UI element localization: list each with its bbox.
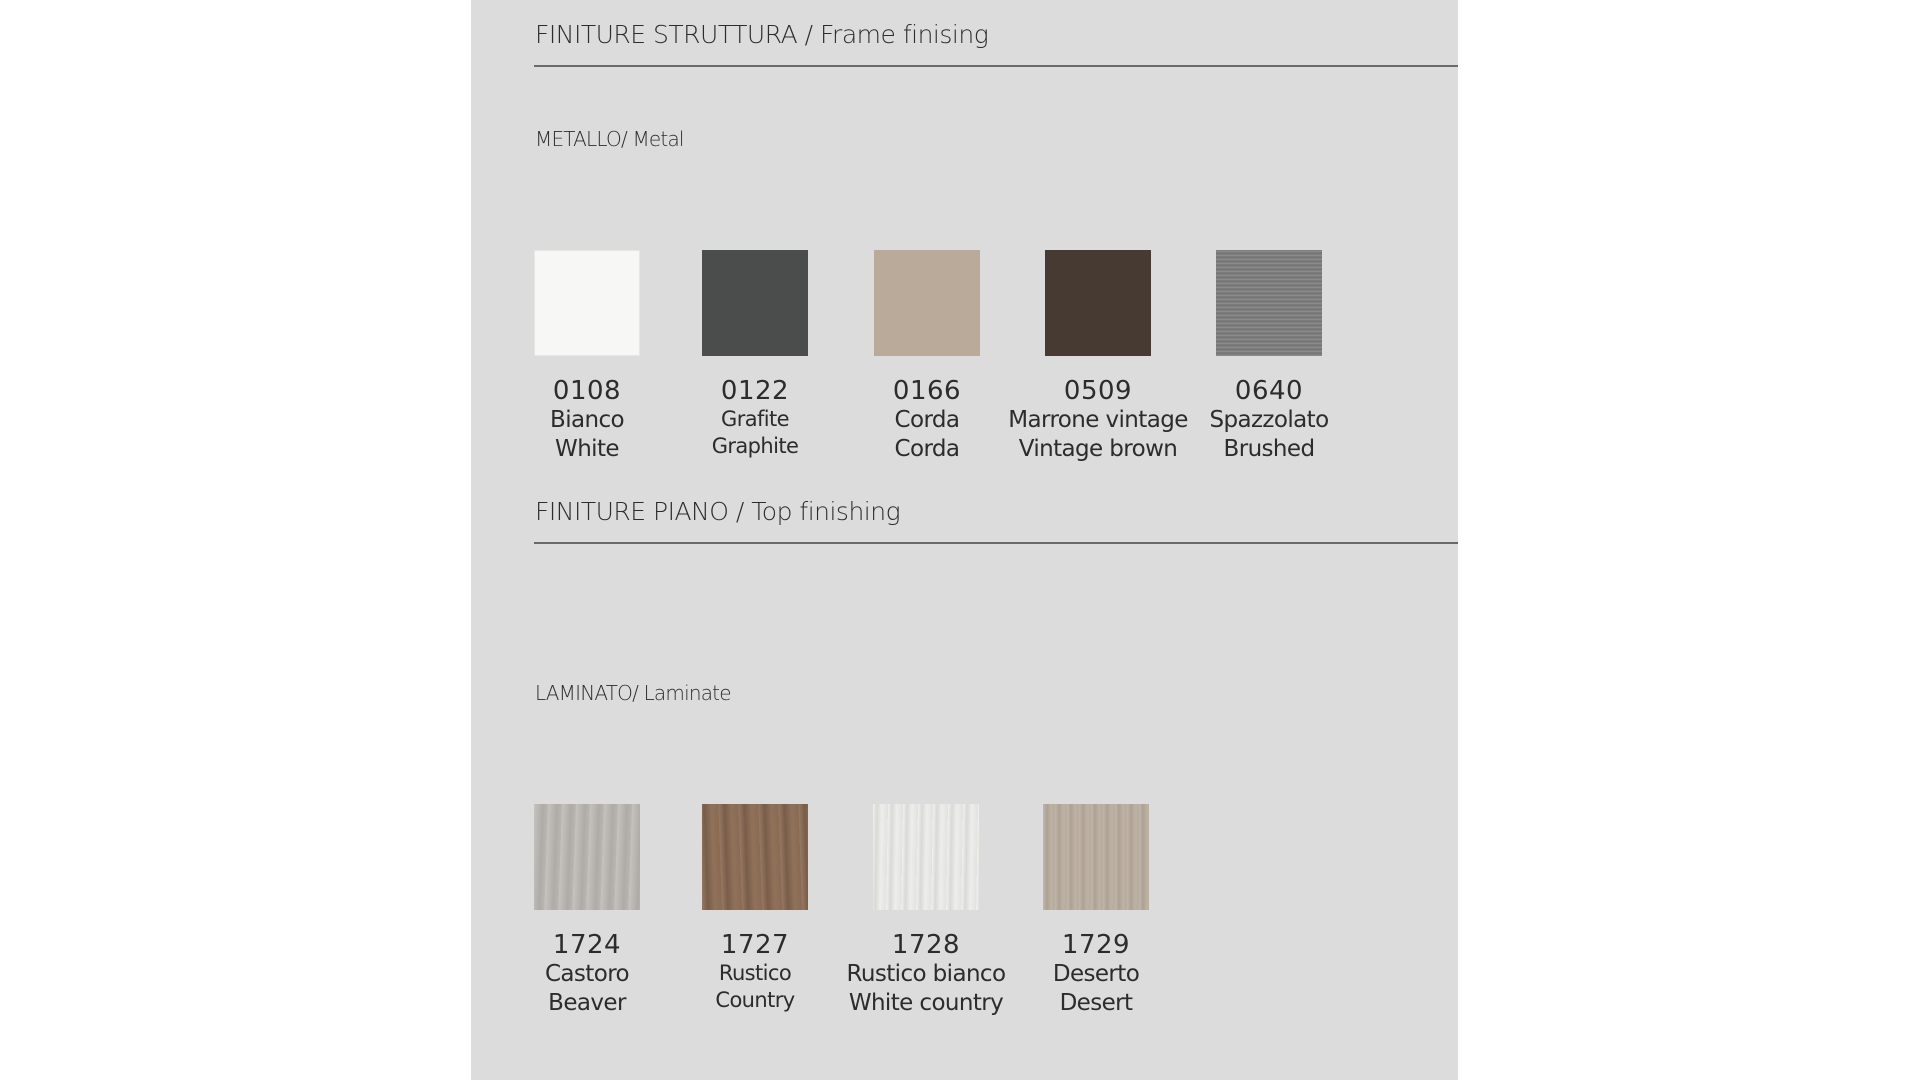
color-chip [534, 250, 640, 356]
swatch-name-it: Marrone vintage [1008, 407, 1188, 433]
swatch-code: 0122 [720, 376, 790, 406]
swatch-name-en: White country [848, 990, 1004, 1016]
swatch-name-en: Brushed [1223, 436, 1315, 462]
swatch-name-it: Rustico bianco [846, 961, 1006, 987]
swatch-name-it: Grafite [721, 407, 789, 431]
swatch-code: 1727 [720, 930, 790, 960]
swatch-1728[interactable] [836, 804, 1016, 1018]
color-chip [1045, 250, 1151, 356]
metal-swatch-row [471, 250, 1458, 490]
color-chip [702, 804, 808, 910]
swatch-name-en: Beaver [548, 990, 626, 1016]
swatch-1724[interactable] [497, 804, 677, 1018]
color-chip [534, 804, 640, 910]
color-chip [702, 250, 808, 356]
swatch-name-en: Desert [1059, 990, 1133, 1016]
swatch-0122[interactable] [665, 250, 845, 460]
swatch-name-it: Castoro [544, 961, 630, 987]
frame-section-divider [534, 65, 1458, 67]
swatch-0108[interactable] [497, 250, 677, 464]
swatch-name-en: Graphite [711, 434, 799, 458]
laminate-subtitle: LAMINATO/ Laminate [535, 681, 731, 705]
color-chip [1216, 250, 1322, 356]
swatch-code: 0640 [1234, 376, 1304, 406]
color-chip [874, 250, 980, 356]
top-section-divider [534, 542, 1458, 544]
swatch-name-it: Bianco [550, 407, 624, 433]
swatch-0640[interactable] [1179, 250, 1359, 464]
swatch-code: 1724 [552, 930, 622, 960]
swatch-0166[interactable] [837, 250, 1017, 464]
swatch-name-it: Spazzolato [1209, 407, 1329, 433]
swatch-1729[interactable] [1006, 804, 1186, 1018]
swatch-code: 0509 [1063, 376, 1133, 406]
laminate-swatch-row [471, 804, 1458, 1044]
color-chip [1043, 804, 1149, 910]
color-chip [873, 804, 979, 910]
swatch-code: 0108 [552, 376, 622, 406]
swatch-name-en: White [555, 436, 619, 462]
swatch-code: 1728 [891, 930, 961, 960]
swatch-code: 1729 [1061, 930, 1131, 960]
swatch-name-en: Country [715, 988, 795, 1012]
swatch-0509[interactable] [1008, 250, 1188, 464]
swatch-name-it: Corda [894, 407, 960, 433]
finishes-panel [471, 0, 1458, 1080]
metal-subtitle: METALLO/ Metal [535, 127, 684, 151]
swatch-code: 0166 [892, 376, 962, 406]
swatch-name-it: Deserto [1052, 961, 1140, 987]
swatch-name-en: Vintage brown [1018, 436, 1178, 462]
swatch-name-en: Corda [894, 436, 960, 462]
top-section-title: FINITURE PIANO / Top finishing [535, 497, 901, 526]
frame-section-title: FINITURE STRUTTURA / Frame finising [535, 20, 989, 49]
swatch-1727[interactable] [665, 804, 845, 1014]
swatch-name-it: Rustico [718, 961, 792, 985]
